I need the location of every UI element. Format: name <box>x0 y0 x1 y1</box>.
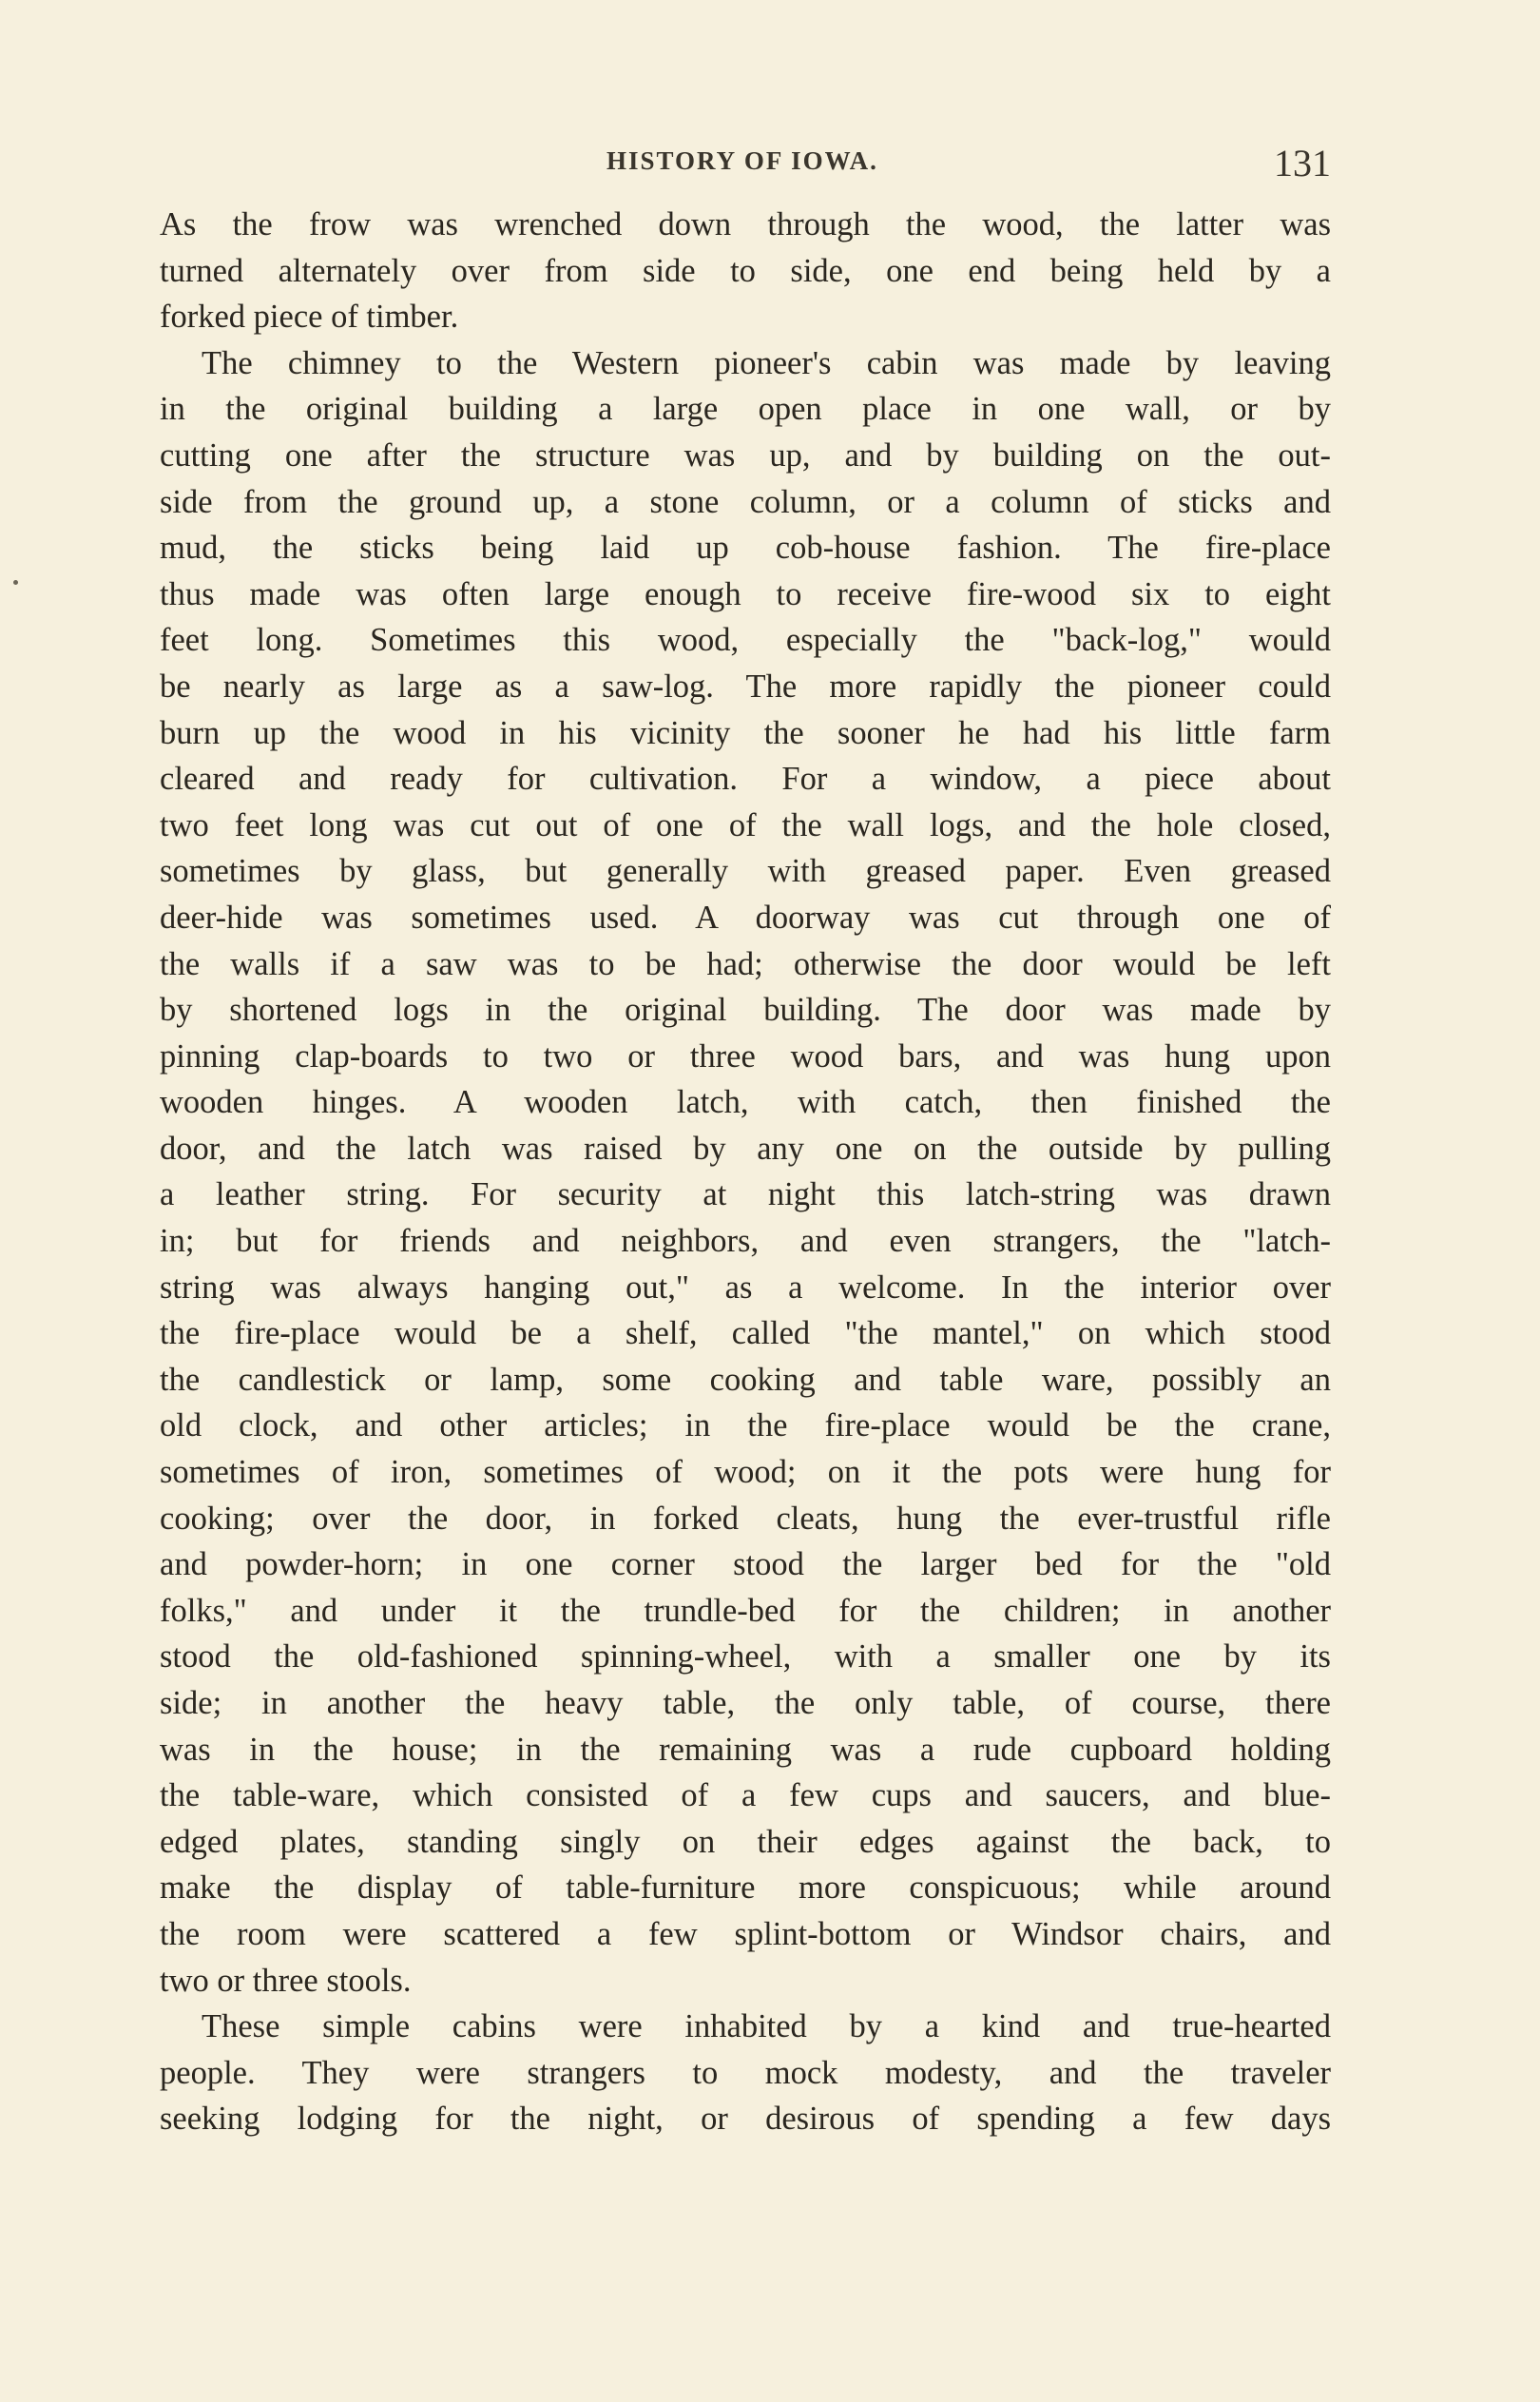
text-line: cutting one after the structure was up, and by building on the out- <box>160 436 1331 474</box>
text-line: As the frow was wrenched down through the wood, the latter was <box>160 206 1331 242</box>
text-line: edged plates, standing singly on their edges against the back, to <box>160 1823 1331 1860</box>
text-line: a leather string. For security at night this latch-string was drawn <box>160 1176 1331 1213</box>
text-line: The chimney to the Western pioneer's cabin was made by leaving <box>202 344 1331 381</box>
text-line: string was always hanging out," as a welcome. In the interior over <box>160 1269 1331 1306</box>
text-line: by shortened logs in the original building. The door was made by <box>160 992 1331 1029</box>
text-line: old clock, and other articles; in the fire-place would be the crane, <box>160 1407 1331 1444</box>
page-number: 131 <box>1274 142 1331 184</box>
text-line: make the display of table-furniture more conspicuous; while around <box>160 1869 1331 1907</box>
text-line: turned alternately over from side to side, one end being held by a <box>160 252 1331 289</box>
running-title: HISTORY OF IOWA. <box>606 146 878 175</box>
text-line: the table-ware, which consisted of a few cups and saucers, and blue- <box>160 1777 1331 1814</box>
text-line: pinning clap-boards to two or three wood bars, and was hung upon <box>160 1037 1331 1075</box>
text-line: wooden hinges. A wooden latch, with catch, then finished the <box>160 1084 1331 1121</box>
text-line: seeking lodging for the night, or desirous of spending a few days <box>160 2101 1331 2138</box>
body-text <box>160 202 1331 2142</box>
margin-speck <box>13 580 18 585</box>
text-line: two or three stools. <box>160 1962 412 1999</box>
text-line: the walls if a saw was to be had; otherwise the door would be left <box>160 945 1331 982</box>
text-line: cooking; over the door, in forked cleats, hung the ever-trustful rifle <box>160 1500 1331 1537</box>
text-line: door, and the latch was raised by any one on the outside by pulling <box>160 1130 1331 1167</box>
text-line: and powder-horn; in one corner stood the larger bed for the "old <box>160 1546 1331 1583</box>
text-line: side from the ground up, a stone column, or a column of sticks and <box>160 483 1331 520</box>
text-line: stood the old-fashioned spinning-wheel, with a smaller one by its <box>160 1638 1331 1676</box>
text-line: forked piece of timber. <box>160 299 459 336</box>
text-line: the room were scattered a few splint-bottom or Windsor chairs, and <box>160 1915 1331 1952</box>
text-line: deer-hide was sometimes used. A doorway was cut through one of <box>160 899 1331 936</box>
text-line: the candlestick or lamp, some cooking and table ware, possibly an <box>160 1361 1331 1398</box>
text-line: in; but for friends and neighbors, and even strangers, the "latch- <box>160 1223 1331 1260</box>
text-line: thus made was often large enough to receive fire-wood six to eight <box>160 575 1331 612</box>
text-line: people. They were strangers to mock modesty, and the traveler <box>160 2054 1331 2091</box>
text-line: the fire-place would be a shelf, called "the mantel," on which stood <box>160 1315 1331 1352</box>
text-line: side; in another the heavy table, the only table, of course, there <box>160 1685 1331 1721</box>
text-line: mud, the sticks being laid up cob-house fashion. The fire-place <box>160 530 1331 567</box>
text-line: in the original building a large open place in one wall, or by <box>160 391 1331 428</box>
text-line: sometimes by glass, but generally with greased paper. Even greased <box>160 853 1331 890</box>
text-line: folks," and under it the trundle-bed for the children; in another <box>160 1592 1331 1629</box>
page-header <box>160 141 1348 194</box>
text-line: sometimes of iron, sometimes of wood; on it the pots were hung for <box>160 1454 1331 1491</box>
text-line: These simple cabins were inhabited by a kind and true-hearted <box>202 2008 1331 2045</box>
text-line: be nearly as large as a saw-log. The more rapidly the pioneer could <box>160 668 1331 705</box>
text-line: two feet long was cut out of one of the wall logs, and the hole closed, <box>160 806 1331 843</box>
text-line: burn up the wood in his vicinity the sooner he had his little farm <box>160 714 1331 751</box>
text-line: was in the house; in the remaining was a rude cupboard holding <box>160 1731 1331 1768</box>
text-line: cleared and ready for cultivation. For a window, a piece about <box>160 761 1331 798</box>
text-line: feet long. Sometimes this wood, especially the "back-log," would <box>160 622 1331 659</box>
